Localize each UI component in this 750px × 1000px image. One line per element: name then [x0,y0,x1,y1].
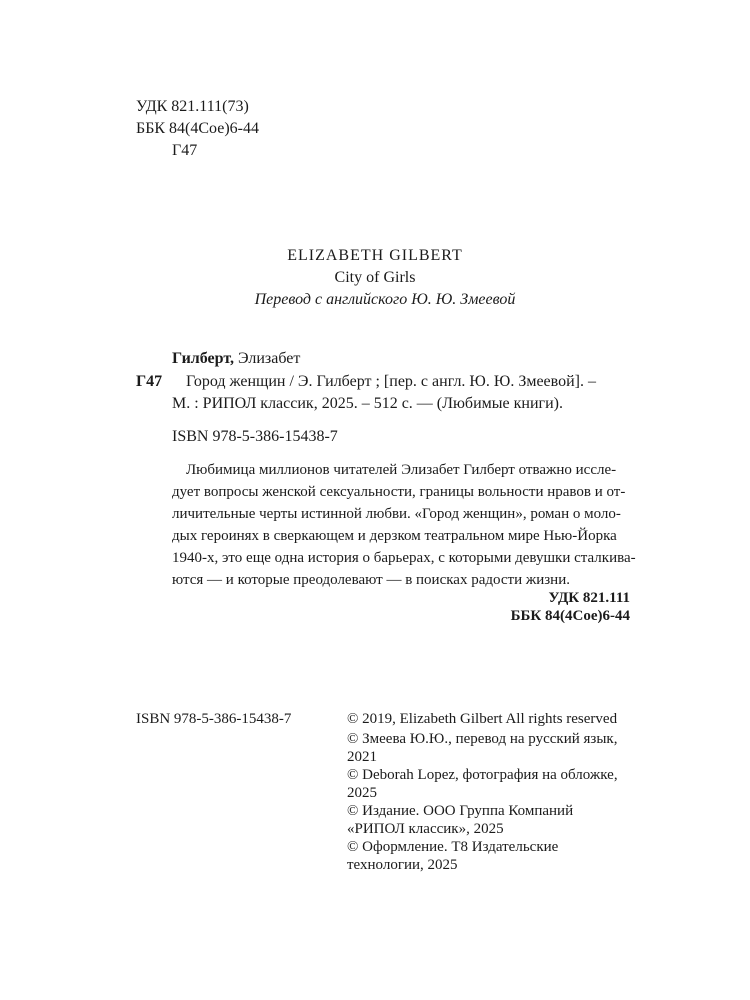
original-title: City of Girls [334,269,416,286]
annotation-line-4: дых героинях в сверкающем и дерзком театральном мире Нью-Йорка [172,528,617,544]
bbk-code: ББК 84(4Сое)6-44 [510,608,630,624]
annotation-line-5: 1940-х, это еще одна история о барьерах, с которыми девушки сталкива- [172,550,636,566]
catalog-author-firstname: Элизабет [234,350,301,367]
bbk-top: ББК 84(4Сое)6-44 [136,120,259,137]
annotation-line-6: ются — и которые преодолевают — в поисках радости жизни. [172,572,570,588]
catalog-isbn: ISBN 978-5-386-15438-7 [172,428,338,445]
catalog-author-surname: Гилберт, [172,350,234,367]
copyright-line: 2025 [347,785,377,801]
annotation-line-3: личительные черты истинной любви. «Город женщин», роман о моло- [172,506,621,522]
copyright-line: © Оформление. Т8 Издательские [347,839,559,855]
udk-top: УДК 821.111(73) [136,98,249,115]
author-mark-top: Г47 [172,142,198,159]
original-author: ELIZABETH GILBERT [287,247,463,264]
copyright-line: © Deborah Lopez, фотография на обложке, [347,767,618,783]
copyright-line: © Издание. ООО Группа Компаний [347,803,574,819]
copyright-line: «РИПОЛ классик», 2025 [347,821,504,837]
catalog-line-1: Город женщин / Э. Гилберт ; [пер. с англ. Ю. Ю. Змеевой]. – [186,373,596,390]
annotation-line-1: Любимица миллионов читателей Элизабет Гилберт отважно иссле- [186,462,617,478]
udk-code: УДК 821.111 [548,590,630,606]
translation-credit: Перевод с английского Ю. Ю. Змеевой [254,291,516,308]
copyright-line: © Змеева Ю.Ю., перевод на русский язык, [347,731,618,747]
catalog-heading [172,348,300,370]
copyright-line: технологии, 2025 [347,857,458,873]
copyright-line: 2021 [347,749,377,765]
copyright-line: © 2019, Elizabeth Gilbert All rights reserved [347,711,618,727]
catalog-mark: Г47 [136,373,163,390]
annotation-line-2: дует вопросы женской сексуальности, границы вольности нравов и от- [172,484,626,500]
catalog-line-2: М. : РИПОЛ классик, 2025. – 512 с. — (Любимые книги). [172,395,563,412]
footer-isbn: ISBN 978-5-386-15438-7 [136,711,292,727]
